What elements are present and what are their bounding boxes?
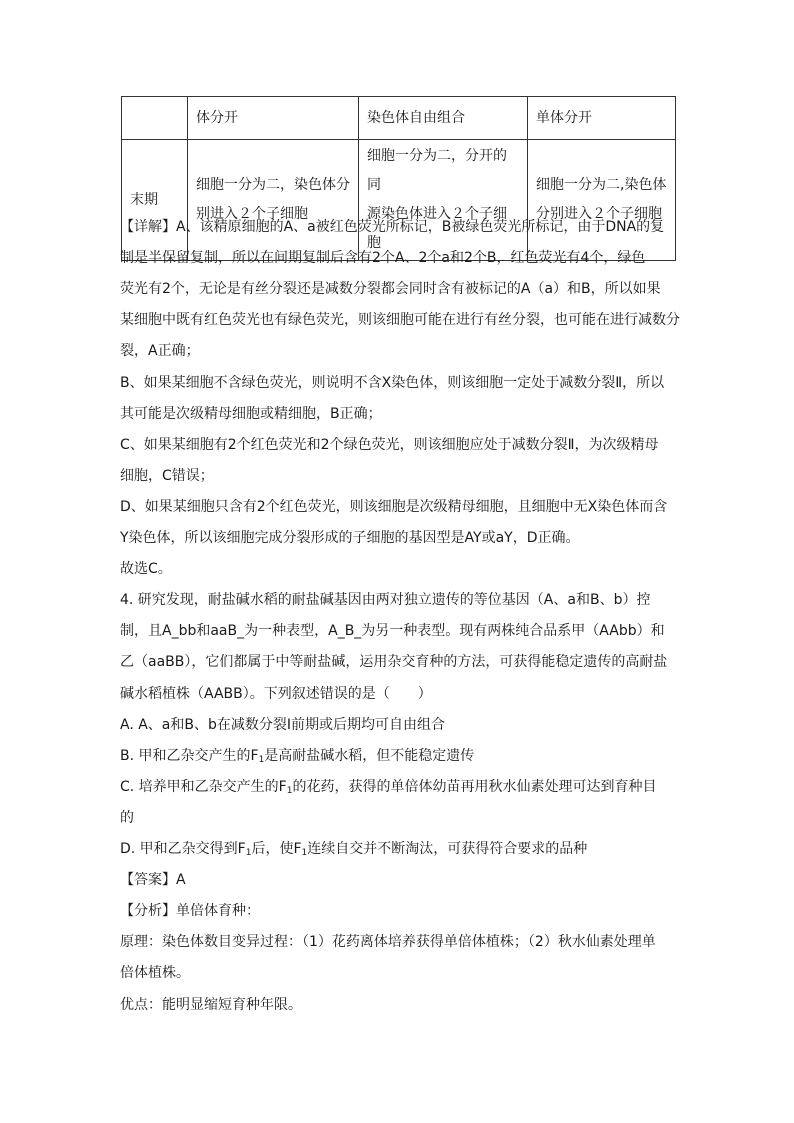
cell-line: 细胞一分为二，染色体分 xyxy=(196,177,350,193)
table-header-cell xyxy=(122,97,188,140)
table-header-cell: 单体分开 xyxy=(528,97,676,140)
text-line: 倍体植株。 xyxy=(120,965,190,982)
text-run: 是高耐盐碱水稻，但不能稳定遗传 xyxy=(264,747,475,764)
subscript: 1 xyxy=(286,785,293,796)
text-line: 的 xyxy=(120,809,134,826)
text-line: 乙（aaBB），它们都属于中等耐盐碱，运用杂交育种的方法，可获得能稳定遗传的高耐盐 xyxy=(120,654,668,671)
text-run: 后，使F xyxy=(251,841,302,857)
text-line: 制，且A_bb和aaB_为一种表型，A_B_为另一种表型。现有两株纯合品系甲（AAbb）和 xyxy=(120,623,665,640)
text-line xyxy=(120,777,656,797)
text-line: 故选C。 xyxy=(120,561,172,578)
text-run: 的花药，获得的单倍体幼苗再用秋水仙素处理可达到育种目 xyxy=(292,778,657,795)
text-line: 优点：能明显缩短育种年限。 xyxy=(120,996,302,1013)
text-line: 裂，A正确； xyxy=(120,343,200,360)
table-cell xyxy=(528,140,676,261)
table-header-row xyxy=(122,97,676,140)
cell-line: 细胞一分为二,染色体 xyxy=(536,177,667,193)
text-line xyxy=(120,839,587,859)
text-line: 【分析】单倍体育种： xyxy=(120,903,260,920)
text-line: 制是半保留复制，所以在间期复制后含有2个A、2个a和2个B，红色荧光有4个，绿色 xyxy=(120,250,646,267)
text-line: 【详解】A、该精原细胞的A、a被红色荧光所标记，B被绿色荧光所标记，由于DNA的复 xyxy=(120,219,665,235)
text-run: B. 甲和乙杂交产生的F xyxy=(120,747,259,764)
subscript: 1 xyxy=(301,848,308,858)
cell-line: 源染色体进入２个子细胞 xyxy=(367,206,507,251)
table-cell xyxy=(359,140,528,261)
subscript: 1 xyxy=(245,848,252,858)
cell-line: 分别进入２个子细胞 xyxy=(536,206,662,222)
cell-line: 别进入２个子细胞 xyxy=(196,206,308,222)
text-line: 碱水稻植株（AABB）。下列叙述错误的是（ ） xyxy=(120,685,432,702)
table-header-cell: 染色体自由组合 xyxy=(359,97,528,140)
text-run: 连续自交并不断淘汰，可获得符合要求的品种 xyxy=(307,841,588,857)
text-line: 荧光有2个，无论是有丝分裂还是减数分裂都会同时含有被标记的A（a）和B，所以如果 xyxy=(120,281,661,298)
text-line: 原理：染色体数目变异过程：（1）花药离体培养获得单倍体植株；（2）秋水仙素处理单 xyxy=(120,934,656,951)
table-row-label: 末期 xyxy=(122,140,188,261)
text-line: 某细胞中既有红色荧光也有绿色荧光，则该细胞可能在进行有丝分裂，也可能在进行减数分 xyxy=(120,312,680,329)
text-line: 4. 研究发现，耐盐碱水稻的耐盐碱基因由两对独立遗传的等位基因（A、a和B、b）控 xyxy=(120,592,651,609)
text-run: C. 培养甲和乙杂交产生的F xyxy=(120,778,287,795)
text-line: D、如果某细胞只含有2个红色荧光，则该细胞是次级精母细胞，且细胞中无X染色体而含 xyxy=(120,498,668,515)
table-row xyxy=(122,140,676,261)
text-line xyxy=(120,746,474,766)
table-cell xyxy=(188,140,359,261)
subscript: 1 xyxy=(258,754,265,765)
text-run: D. 甲和乙杂交得到F xyxy=(120,841,246,857)
text-line: 细胞，C错误； xyxy=(120,467,214,484)
text-line: 【答案】A xyxy=(120,872,186,889)
text-line: B、如果某细胞不含绿色荧光，则说明不含X染色体，则该细胞一定处于减数分裂Ⅱ，所以 xyxy=(120,374,665,391)
text-line: C、如果某细胞有2个红色荧光和2个绿色荧光，则该细胞应处于减数分裂Ⅱ，为次级精母 xyxy=(120,436,659,453)
text-line: A. A、a和B、b在减数分裂Ⅰ前期或后期均可自由组合 xyxy=(120,716,446,733)
cell-line: 细胞一分为二，分开的同 xyxy=(367,148,507,193)
table-header-cell: 体分开 xyxy=(188,97,359,140)
text-line: Y染色体，所以该细胞完成分裂形成的子细胞的基因型是AY或aY，D正确。 xyxy=(120,530,580,546)
text-line: 其可能是次级精母细胞或精细胞，B正确； xyxy=(120,405,382,422)
